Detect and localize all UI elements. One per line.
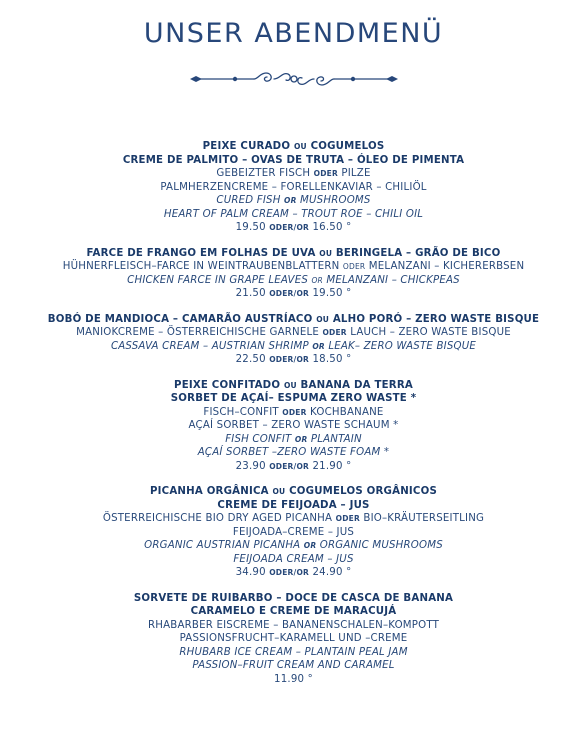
connector-word: OU: [316, 314, 330, 324]
line-text: CREME DE PALMITO – OVAS DE TRUTA – ÓLEO DE PIMENTA: [122, 154, 465, 166]
dish-description-english: [0, 553, 587, 567]
line-text: PILZE: [337, 168, 371, 179]
line-text: PEIXE CONFITADO: [174, 379, 284, 391]
line-text: 19.50 °: [309, 288, 352, 299]
dish-name-portuguese: [0, 154, 587, 168]
line-text: AÇAÍ SORBET – ZERO WASTE SCHAUM *: [188, 420, 399, 431]
menu-list: [0, 140, 587, 698]
connector-word: ODER: [342, 262, 366, 271]
line-text: 22.50: [235, 354, 270, 365]
connector-word: OR: [312, 341, 325, 351]
dish-name-portuguese: [0, 605, 587, 619]
menu-course: [0, 592, 587, 687]
line-text: 11.90 °: [274, 673, 313, 685]
dish-description-english: [0, 208, 587, 222]
dish-price: [0, 566, 587, 580]
connector-word: OU: [283, 380, 297, 390]
line-text: ORGANIC AUSTRIAN PICANHA: [144, 540, 304, 551]
dish-description-english: [0, 539, 587, 553]
dish-description-german: [0, 326, 587, 340]
line-text: LAUCH – ZERO WASTE BISQUE: [346, 327, 511, 338]
line-text: CASSAVA CREAM – AUSTRIAN SHRIMP: [110, 340, 313, 352]
line-text: BIO–KRÄUTERSEITLING: [359, 513, 485, 524]
line-text: 34.90: [235, 567, 270, 578]
line-text: HEART OF PALM CREAM – TROUT ROE – CHILI OIL: [163, 208, 424, 220]
dish-name-portuguese: [0, 140, 587, 154]
dish-price: [0, 460, 587, 474]
dish-description-german: [0, 512, 587, 526]
menu-course: [0, 140, 587, 235]
line-text: AÇAÍ SORBET –ZERO WASTE FOAM *: [197, 447, 390, 458]
line-text: MELANZANI – CHICKPEAS: [322, 274, 460, 286]
line-text: PICANHA ORGÂNICA: [150, 486, 273, 497]
line-text: PASSIONSFRUCHT–KARAMELL UND –CREME: [179, 633, 408, 644]
line-text: CARAMELO E CREME DE MARACUJÁ: [190, 606, 397, 617]
dish-name-portuguese: [0, 485, 587, 499]
connector-word: ODER: [282, 407, 307, 417]
line-text: PALMHERZENCREME – FORELLENKAVIAR – CHILIÖL: [160, 181, 427, 193]
connector-word: ODER: [322, 328, 347, 337]
line-text: 24.90 °: [309, 567, 352, 578]
dish-description-german: [0, 419, 587, 433]
line-text: MUSHROOMS: [296, 195, 371, 206]
connector-word: OU: [293, 142, 307, 151]
line-text: BOBÓ DE MANDIOCA – CAMARÃO AUSTRÍACO: [47, 313, 317, 325]
line-text: 16.50 °: [309, 222, 352, 233]
connector-word: ODER/OR: [269, 355, 310, 364]
ornament-divider-icon: [188, 68, 400, 90]
line-text: MELANZANI – KICHERERBSEN: [365, 261, 525, 272]
dish-description-english: [0, 659, 587, 673]
dish-description-english: [0, 446, 587, 460]
connector-word: OU: [272, 487, 286, 496]
line-text: 23.90: [235, 460, 270, 472]
line-text: 18.50 °: [309, 354, 352, 365]
line-text: BERINGELA – GRÃO DE BICO: [332, 247, 501, 259]
menu-course: [0, 313, 587, 367]
dish-description-german: [0, 167, 587, 181]
menu-course: [0, 485, 587, 580]
line-text: SORBET DE AÇAÍ– ESPUMA ZERO WASTE *: [170, 393, 417, 404]
dish-description-german: [0, 406, 587, 420]
dish-price: [0, 287, 587, 301]
line-text: MANIOKCREME – ÖSTERREICHISCHE GARNELE: [76, 327, 323, 338]
dish-name-portuguese: [0, 499, 587, 513]
dish-description-english: [0, 340, 587, 354]
dish-description-english: [0, 274, 587, 288]
line-text: BANANA DA TERRA: [296, 379, 413, 391]
connector-word: ODER: [313, 169, 338, 178]
line-text: FISCH–CONFIT: [203, 406, 283, 418]
menu-course: [0, 379, 587, 474]
line-text: PLANTAIN: [307, 433, 362, 445]
dish-name-portuguese: [0, 392, 587, 406]
line-text: FEIJOADA CREAM – JUS: [233, 553, 354, 565]
dish-name-portuguese: [0, 313, 587, 327]
line-text: FISH CONFIT: [225, 433, 295, 445]
connector-word: OU: [319, 248, 333, 258]
connector-word: ODER/OR: [269, 289, 310, 298]
connector-word: ODER/OR: [269, 461, 310, 471]
connector-word: OR: [294, 434, 308, 444]
line-text: 21.50: [235, 288, 270, 299]
line-text: RHABARBER EISCREME – BANANENSCHALEN–KOMPOTT: [147, 619, 440, 631]
connector-word: OR: [311, 275, 323, 285]
line-text: KOCHBANANE: [306, 406, 384, 418]
line-text: SORVETE DE RUIBARBO – DOCE DE CASCA DE BANANA: [133, 592, 454, 604]
line-text: LEAK– ZERO WASTE BISQUE: [324, 340, 477, 352]
dish-description-german: [0, 181, 587, 195]
dish-description-english: [0, 194, 587, 208]
line-text: GEBEIZTER FISCH: [216, 168, 314, 179]
dish-name-portuguese: [0, 379, 587, 393]
line-text: RHUBARB ICE CREAM – PLANTAIN PEAL JAM: [179, 646, 408, 658]
line-text: COGUMELOS ORGÂNICOS: [285, 486, 437, 497]
line-text: ORGANIC MUSHROOMS: [316, 540, 443, 551]
dish-price: [0, 353, 587, 367]
line-text: ÖSTERREICHISCHE BIO DRY AGED PICANHA: [102, 513, 336, 524]
line-text: 21.90 °: [309, 460, 352, 472]
line-text: FEIJOADA–CREME – JUS: [232, 526, 355, 538]
connector-word: OR: [303, 541, 317, 550]
dish-price: [0, 221, 587, 235]
line-text: CREME DE FEIJOADA – JUS: [217, 499, 370, 511]
line-text: HÜHNERFLEISCH–FARCE IN WEINTRAUBENBLATTERN: [62, 261, 343, 272]
dish-description-german: [0, 619, 587, 633]
line-text: CHICKEN FARCE IN GRAPE LEAVES: [127, 274, 312, 286]
dish-description-german: [0, 526, 587, 540]
line-text: COGUMELOS: [306, 141, 385, 152]
connector-word: ODER/OR: [269, 223, 310, 232]
line-text: CURED FISH: [216, 195, 285, 206]
dish-price: [0, 673, 587, 687]
dish-description-german: [0, 632, 587, 646]
dish-description-german: [0, 260, 587, 274]
dish-description-english: [0, 433, 587, 447]
line-text: ALHO PORÓ – ZERO WASTE BISQUE: [329, 313, 540, 325]
menu-course: [0, 247, 587, 301]
connector-word: OR: [284, 196, 297, 205]
line-text: FARCE DE FRANGO EM FOLHAS DE UVA: [86, 247, 320, 259]
dish-name-portuguese: [0, 592, 587, 606]
line-text: PEIXE CURADO: [202, 141, 294, 152]
dish-name-portuguese: [0, 247, 587, 261]
page-title: UNSER ABENDMENÜ: [143, 18, 444, 49]
connector-word: ODER: [335, 514, 360, 523]
line-text: 19.50: [235, 222, 270, 233]
connector-word: ODER/OR: [269, 568, 310, 577]
line-text: PASSION–FRUIT CREAM AND CARAMEL: [192, 660, 395, 671]
dish-description-english: [0, 646, 587, 660]
